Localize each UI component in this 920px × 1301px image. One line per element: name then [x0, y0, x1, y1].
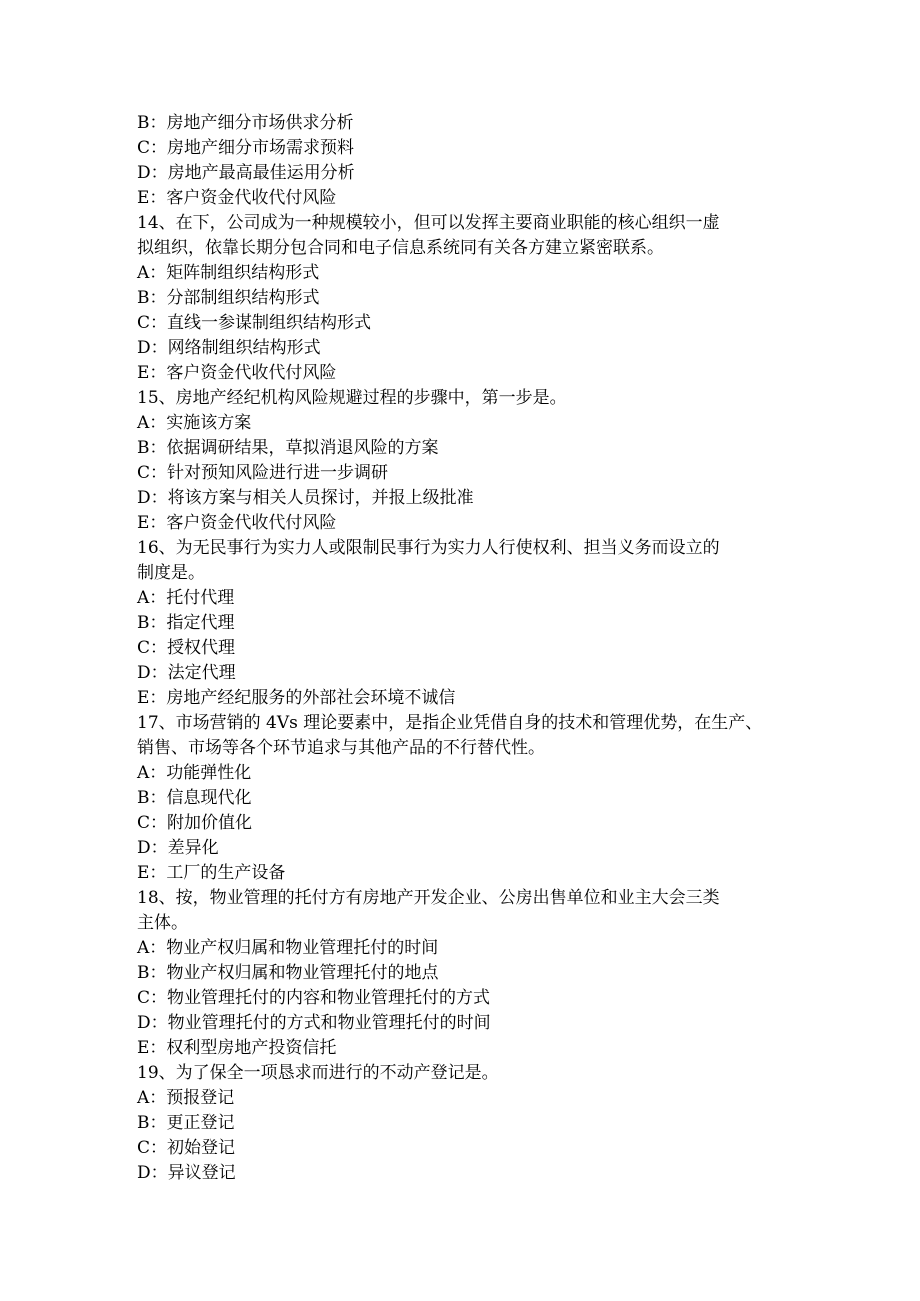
question-16-line: 16、为无民事行为实力人或限制民事行为实力人行使权利、担当义务而设立的	[137, 538, 720, 558]
option-line: A：托付代理	[137, 588, 235, 608]
option-line: E：房地产经纪服务的外部社会环境不诚信	[137, 688, 456, 708]
option-line: C：物业管理托付的内容和物业管理托付的方式	[137, 988, 491, 1008]
option-line: E：客户资金代收代付风险	[137, 363, 337, 383]
option-line: B：信息现代化	[137, 788, 252, 808]
option-line: C：附加价值化	[137, 813, 253, 833]
option-line: B：分部制组织结构形式	[137, 288, 320, 308]
option-line: B：物业产权归属和物业管理托付的地点	[137, 963, 439, 983]
option-line: A：功能弹性化	[137, 763, 252, 783]
option-line: C：针对预知风险进行进一步调研	[137, 463, 389, 483]
option-line: D：差异化	[137, 838, 219, 858]
question-17-line: 销售、市场等各个环节追求与其他产品的不行替代性。	[137, 738, 545, 758]
option-line: A：物业产权归属和物业管理托付的时间	[137, 938, 439, 958]
option-line: C：房地产细分市场需求预料	[137, 138, 355, 158]
document-body	[137, 111, 797, 1186]
option-line: D：法定代理	[137, 663, 236, 683]
question-14-line: 拟组织，依靠长期分包合同和电子信息系统同有关各方建立紧密联系。	[137, 238, 664, 258]
option-line: D：网络制组织结构形式	[137, 338, 321, 358]
option-line: B：房地产细分市场供求分析	[137, 113, 354, 133]
question-19-line: 19、为了保全一项恳求而进行的不动产登记是。	[137, 1063, 499, 1083]
option-line: C：初始登记	[137, 1138, 236, 1158]
option-line: B：依据调研结果，草拟消退风险的方案	[137, 438, 439, 458]
option-line: D：异议登记	[137, 1163, 236, 1183]
option-line: E：工厂的生产设备	[137, 863, 286, 883]
option-line: A：实施该方案	[137, 413, 252, 433]
question-16-line: 制度是。	[137, 563, 205, 583]
question-18-line: 主体。	[137, 913, 188, 933]
question-14-line: 14、在下，公司成为一种规模较小，但可以发挥主要商业职能的核心组织一虚	[137, 213, 720, 233]
option-line: B：更正登记	[137, 1113, 235, 1133]
option-line: E：权利型房地产投资信托	[137, 1038, 337, 1058]
option-line: D：房地产最高最佳运用分析	[137, 163, 355, 183]
option-line: B：指定代理	[137, 613, 235, 633]
option-line: E：客户资金代收代付风险	[137, 188, 337, 208]
option-line: D：物业管理托付的方式和物业管理托付的时间	[137, 1013, 491, 1033]
question-18-line: 18、按，物业管理的托付方有房地产开发企业、公房出售单位和业主大会三类	[137, 888, 720, 908]
option-line: D：将该方案与相关人员探讨，并报上级批准	[137, 488, 474, 508]
option-line: E：客户资金代收代付风险	[137, 513, 337, 533]
option-line: C：授权代理	[137, 638, 236, 658]
question-17-line: 17、市场营销的 4Vs 理论要素中，是指企业凭借自身的技术和管理优势，在生产、	[137, 713, 763, 733]
question-15-line: 15、房地产经纪机构风险规避过程的步骤中，第一步是。	[137, 388, 567, 408]
option-line: A：矩阵制组织结构形式	[137, 263, 320, 283]
option-line: C：直线一参谋制组织结构形式	[137, 313, 372, 333]
option-line: A：预报登记	[137, 1088, 235, 1108]
